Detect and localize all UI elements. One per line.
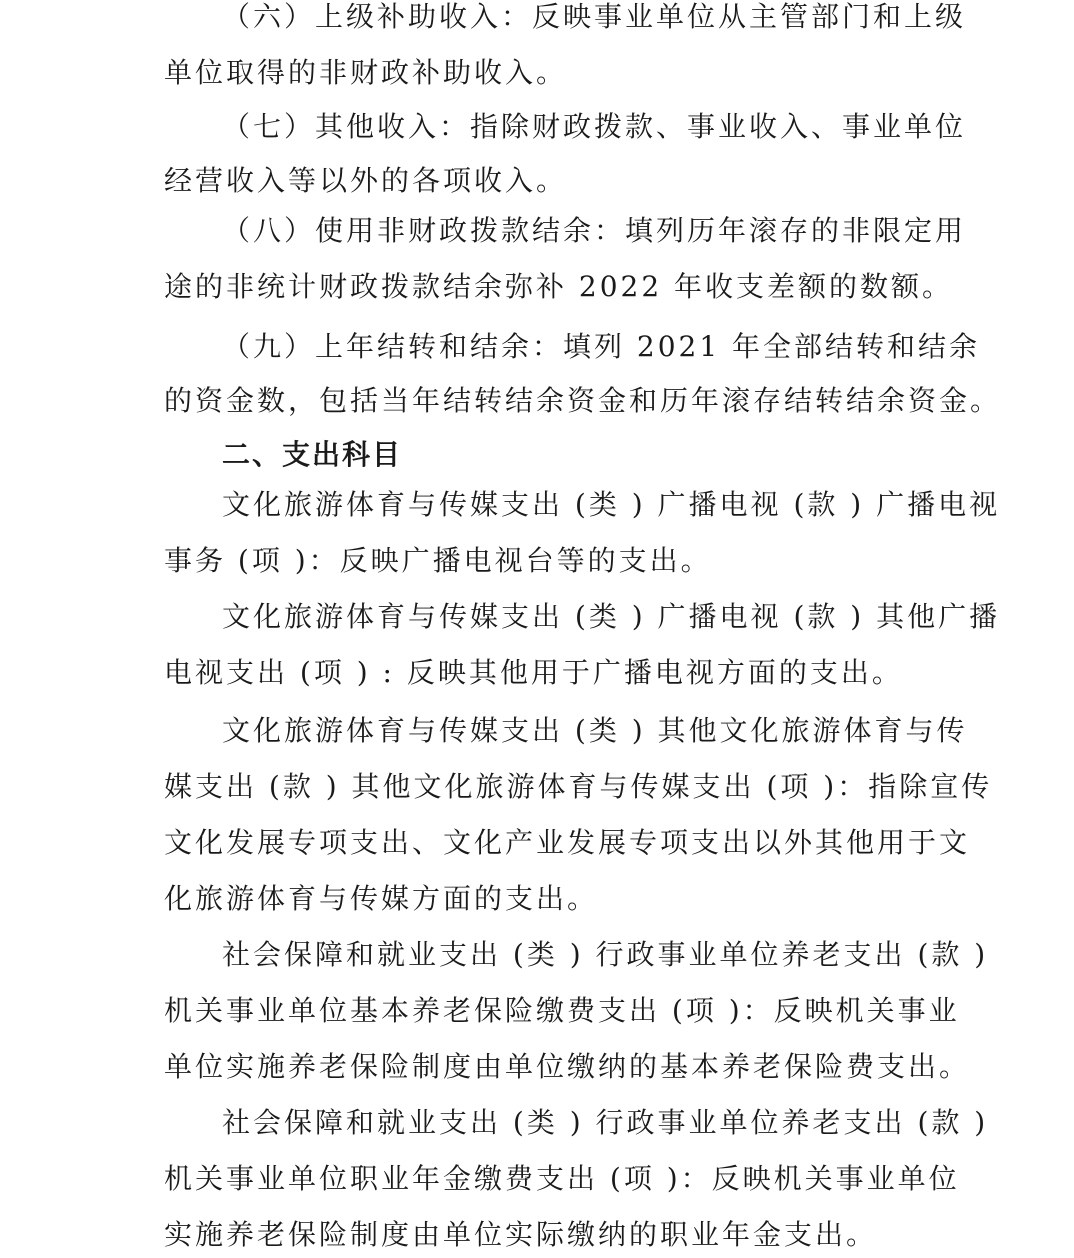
paragraph-line: 途的非统计财政拨款结余弥补 2022 年收支差额的数额。 <box>164 270 954 303</box>
paragraph-line: 文化旅游体育与传媒支出 (类 ) 广播电视 (款 ) 其他广播 <box>222 600 1001 633</box>
paragraph-line: 文化发展专项支出、文化产业发展专项支出以外其他用于文 <box>164 826 971 859</box>
paragraph-line: 电视支出 (项 ) : 反映其他用于广播电视方面的支出。 <box>164 656 903 689</box>
paragraph-line: 社会保障和就业支出 (类 ) 行政事业单位养老支出 (款 ) <box>222 1106 989 1139</box>
paragraph-line: （九）上年结转和结余：填列 2021 年全部结转和结余 <box>222 330 981 363</box>
section-heading: 二、支出科目 <box>222 438 403 471</box>
paragraph-line: 的资金数，包括当年结转结余资金和历年滚存结转结余资金。 <box>164 384 1002 417</box>
paragraph-line: 文化旅游体育与传媒支出 (类 ) 广播电视 (款 ) 广播电视 <box>222 488 1001 521</box>
paragraph-line: 机关事业单位职业年金缴费支出 (项 )：反映机关事业单位 <box>164 1162 960 1195</box>
paragraph-line: 单位取得的非财政补助收入。 <box>164 56 568 89</box>
paragraph-line: 化旅游体育与传媒方面的支出。 <box>164 882 599 915</box>
paragraph-line: 媒支出 (款 ) 其他文化旅游体育与传媒支出 (项 )：指除宣传 <box>164 770 993 803</box>
paragraph-line: 社会保障和就业支出 (类 ) 行政事业单位养老支出 (款 ) <box>222 938 989 971</box>
paragraph-line: 事务 (项 )：反映广播电视台等的支出。 <box>164 544 712 577</box>
paragraph-line: 机关事业单位基本养老保险缴费支出 (项 )：反映机关事业 <box>164 994 960 1027</box>
paragraph-line: （八）使用非财政拨款结余：填列历年滚存的非限定用 <box>222 214 967 247</box>
paragraph-line: 实施养老保险制度由单位实际缴纳的职业年金支出。 <box>164 1218 878 1251</box>
paragraph-line: 经营收入等以外的各项收入。 <box>164 164 568 197</box>
paragraph-line: 单位实施养老保险制度由单位缴纳的基本养老保险费支出。 <box>164 1050 971 1083</box>
paragraph-line: （七）其他收入：指除财政拨款、事业收入、事业单位 <box>222 110 967 143</box>
paragraph-line: （六）上级补助收入：反映事业单位从主管部门和上级 <box>222 0 967 33</box>
paragraph-line: 文化旅游体育与传媒支出 (类 ) 其他文化旅游体育与传 <box>222 714 968 747</box>
